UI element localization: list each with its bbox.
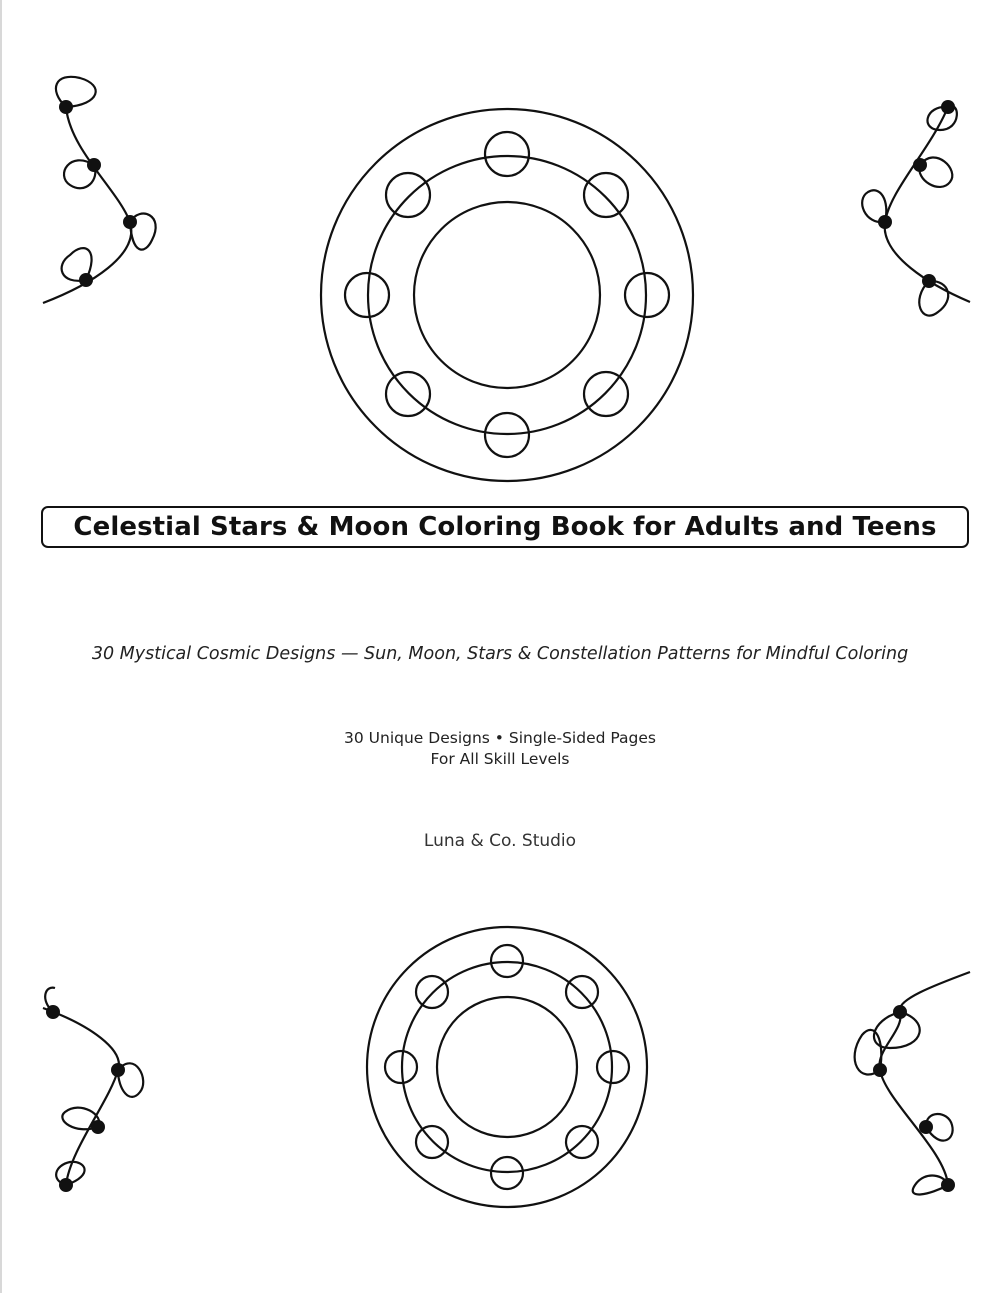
- bottom-mandala: [367, 927, 647, 1207]
- vine-bottom-left: [43, 988, 143, 1185]
- vine-bottom-right: [855, 972, 970, 1194]
- features-line-1: 30 Unique Designs • Single-Sided Pages: [344, 729, 656, 747]
- book-subtitle: 30 Mystical Cosmic Designs — Sun, Moon, Stars & Constellation Patterns for Mindful Coloring: [91, 644, 909, 664]
- features-block: [0, 728, 1000, 770]
- vine-top-right: [862, 106, 970, 316]
- author-name: Luna & Co. Studio: [423, 831, 577, 851]
- title-frame: [41, 506, 969, 548]
- vine-top-left: [43, 77, 156, 303]
- book-title: Celestial Stars & Moon Coloring Book for Adults and Teens: [73, 512, 937, 542]
- features-line-2: For All Skill Levels: [430, 750, 570, 768]
- top-mandala: [321, 109, 693, 481]
